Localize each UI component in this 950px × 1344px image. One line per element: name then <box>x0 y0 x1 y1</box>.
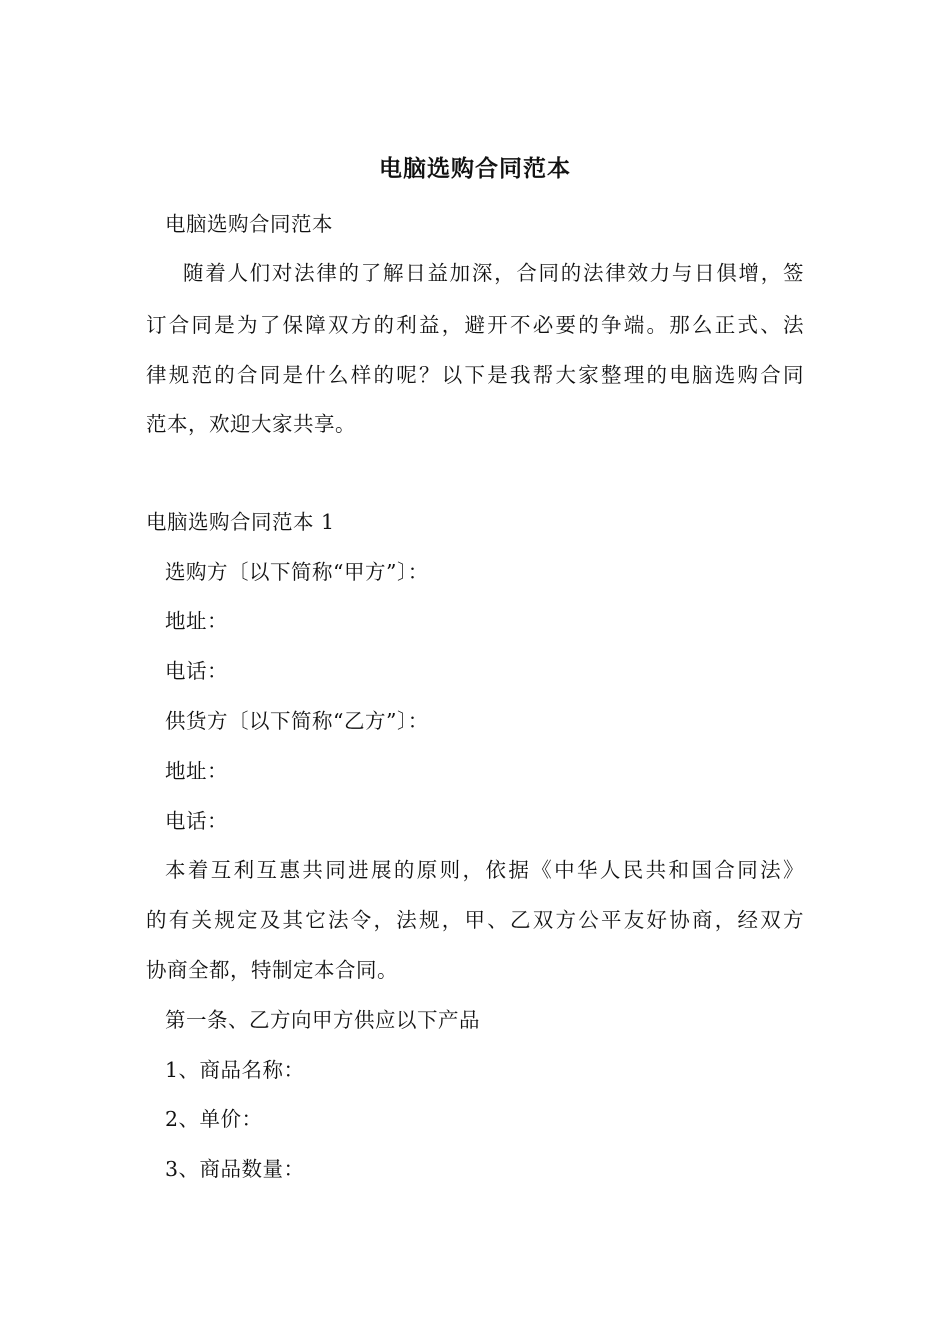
preamble-line-1: 本着互利互惠共同进展的原则，依据《中华人民共和国合同法》 <box>165 858 804 882</box>
buyer-phone: 电话： <box>165 659 228 683</box>
item-unit-price: 2、单价： <box>165 1107 263 1131</box>
supplier-address: 地址： <box>165 759 228 783</box>
intro-line-1: 随着人们对法律的了解日益加深，合同的法律效力与日俱增，签 <box>183 261 804 285</box>
supplier-phone: 电话： <box>165 809 228 833</box>
section-heading: 电脑选购合同范本 1 <box>146 510 335 534</box>
intro-line-2: 订合同是为了保障双方的利益，避开不必要的争端。那么正式、法 <box>146 313 804 337</box>
buyer-address: 地址： <box>165 609 228 633</box>
document-title: 电脑选购合同范本 <box>379 155 571 182</box>
preamble-line-3: 协商全都，特制定本合同。 <box>146 958 398 982</box>
intro-line-4: 范本，欢迎大家共享。 <box>146 412 356 436</box>
article-1-heading: 第一条、乙方向甲方供应以下产品 <box>165 1008 480 1032</box>
preamble-line-2: 的有关规定及其它法令，法规，甲、乙双方公平友好协商，经双方 <box>146 908 804 932</box>
intro-line-3: 律规范的合同是什么样的呢？以下是我帮大家整理的电脑选购合同 <box>146 363 804 387</box>
item-quantity: 3、商品数量： <box>165 1157 305 1181</box>
supplier-label: 供货方〔以下简称“乙方”〕： <box>165 709 429 733</box>
document-subtitle: 电脑选购合同范本 <box>165 212 333 236</box>
item-product-name: 1、商品名称： <box>165 1058 305 1082</box>
buyer-label: 选购方〔以下简称“甲方”〕： <box>165 560 429 584</box>
